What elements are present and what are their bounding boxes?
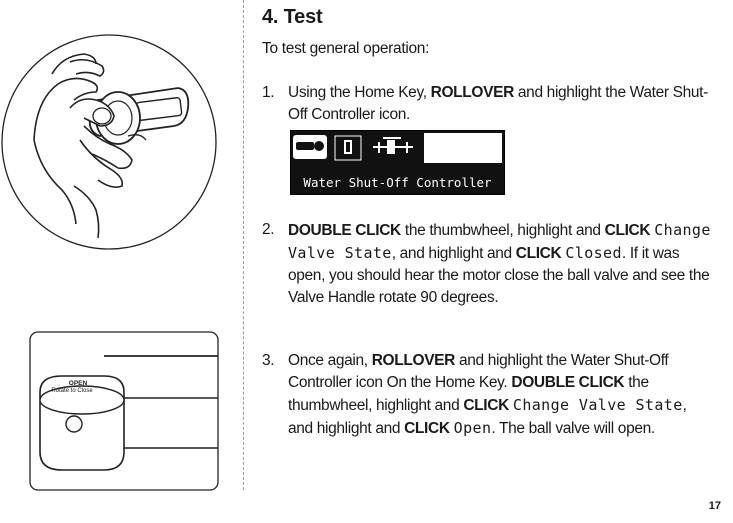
step-body — [288, 350, 714, 440]
text-run: Once again, — [288, 352, 372, 369]
intro-text: To test general operation: — [262, 40, 430, 57]
step-3 — [262, 350, 714, 440]
text-run: and highlight the Water Shut-Off Controller icon. — [288, 84, 708, 123]
keyword: CLICK — [604, 222, 651, 239]
keyword: DOUBLE CLICK — [288, 222, 401, 239]
valve-illustration — [30, 332, 218, 490]
water-shut-off-controller-icon — [373, 138, 413, 154]
step-1 — [262, 82, 714, 126]
battery-icon — [296, 142, 314, 150]
hand-holding-key-illustration — [2, 35, 216, 249]
menu-item-text: Change Valve State — [288, 221, 711, 262]
menu-item-text: Open — [453, 419, 492, 437]
keyword: ROLLOVER — [430, 84, 514, 101]
illustrations-svg — [0, 0, 242, 518]
text-run: the thumbwheel, highlight and — [400, 222, 605, 239]
text-run: . The ball valve will open. — [491, 420, 655, 437]
section-title: 4. Test — [262, 6, 323, 28]
step-body — [288, 219, 714, 309]
column-divider — [243, 0, 244, 490]
step-body — [288, 82, 714, 126]
text-run: and highlight the Water Shut-Off Controller icon On the Home Key. — [288, 352, 669, 391]
menu-item-text: Closed — [565, 244, 622, 262]
illustrations-column — [0, 0, 242, 518]
valve-label-rotate: Rotate to Close — [51, 388, 93, 394]
text-run: the thumbwheel, highlight and — [288, 374, 649, 414]
text-run: , and highlight and — [288, 397, 687, 437]
text-run: . If it was open, you should hear the motor close the ball valve and see the Valve Handle rotate 90 degrees. — [288, 245, 710, 306]
keyword: CLICK — [404, 420, 450, 437]
valve-label-open: OPEN — [68, 380, 88, 387]
step-2 — [262, 219, 714, 309]
lcd-empty-field — [424, 133, 502, 163]
keyword: CLICK — [463, 397, 509, 414]
lcd-caption: Water Shut-Off Controller — [303, 175, 492, 190]
text-run: , and highlight and — [391, 245, 516, 262]
step-number: 1. — [262, 84, 275, 101]
page-number: 17 — [708, 500, 721, 512]
step-number: 2. — [262, 221, 275, 238]
keyword: CLICK — [515, 245, 562, 262]
keyword: ROLLOVER — [371, 352, 456, 369]
text-run: Using the Home Key, — [288, 84, 431, 101]
instructions-column — [262, 0, 722, 518]
step-number: 3. — [262, 352, 275, 369]
lcd-screen — [290, 130, 505, 195]
menu-item-text: Change Valve State — [512, 396, 683, 414]
valve-stem — [66, 416, 82, 432]
keyword: DOUBLE CLICK — [511, 374, 625, 391]
